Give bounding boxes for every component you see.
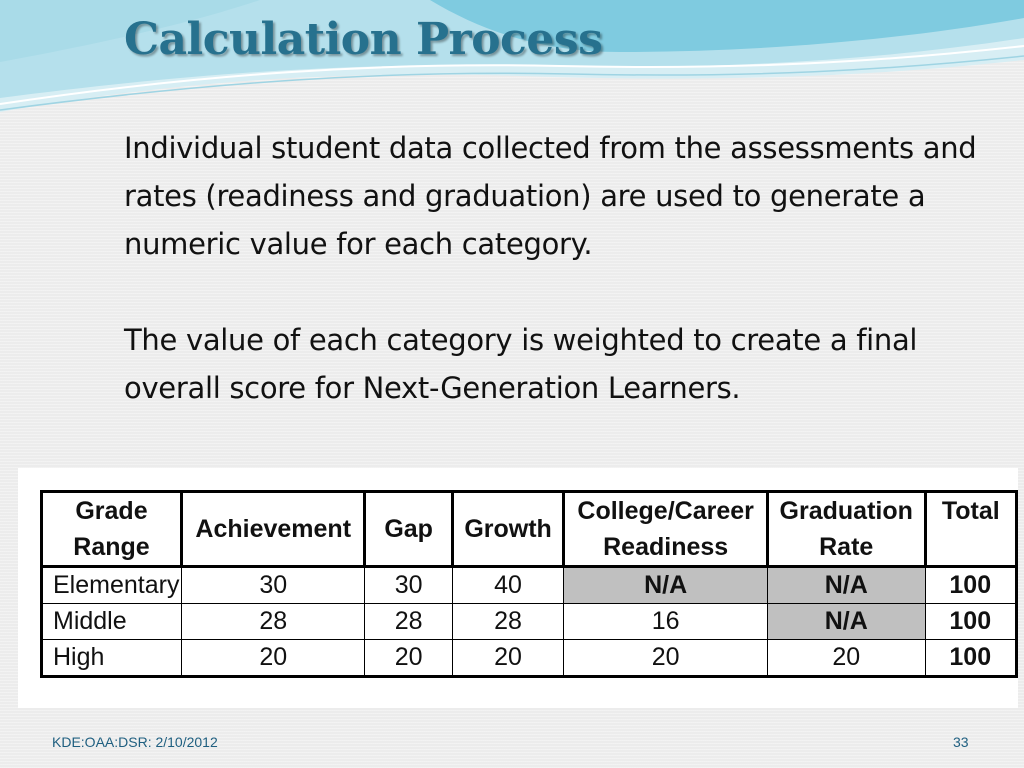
cell-growth: 28 [452, 604, 564, 640]
header-college-career-readiness [564, 492, 768, 567]
cell-gap: 30 [365, 567, 452, 604]
cell-graduation-rate: N/A [767, 567, 925, 604]
category-weights-table [40, 490, 1018, 678]
cell-gap: 28 [365, 604, 452, 640]
header-label: Grade Range [73, 497, 150, 561]
cell-achievement: 20 [181, 640, 365, 677]
cell-grade-range: High [42, 640, 182, 677]
header-label: Achievement [195, 515, 352, 543]
paragraph-student-data: Individual student data collected from the assessments and rates (readiness and graduation) are used to generate a numeric value for each category. [124, 131, 977, 261]
table-header-row [42, 492, 1017, 567]
cell-graduation-rate: 20 [767, 640, 925, 677]
cell-grade-range: Middle [42, 604, 182, 640]
cell-graduation-rate: N/A [767, 604, 925, 640]
paragraph-weighting: The value of each category is weighted to create a final overall score for Next-Generation Learners. [124, 323, 918, 405]
cell-gap: 20 [365, 640, 452, 677]
header-label: Growth [464, 515, 552, 543]
cell-college-career-readiness: 20 [564, 640, 768, 677]
cell-growth: 20 [452, 640, 564, 677]
cell-grade-range: Elementary [42, 567, 182, 604]
cell-total: 100 [925, 640, 1016, 677]
footer-source-date: KDE:OAA:DSR: 2/10/2012 [52, 734, 218, 750]
table-row-middle [42, 604, 1017, 640]
header-graduation-rate [767, 492, 925, 567]
slide-title: Calculation Process [124, 14, 603, 65]
cell-total: 100 [925, 567, 1016, 604]
cell-total: 100 [925, 604, 1016, 640]
header-achievement [181, 492, 365, 567]
header-grade-range [42, 492, 182, 567]
header-label: Graduation Rate [779, 497, 913, 561]
slide-page-number: 33 [953, 734, 969, 750]
cell-college-career-readiness: N/A [564, 567, 768, 604]
header-total [925, 492, 1016, 567]
header-label: Gap [384, 515, 433, 543]
cell-growth: 40 [452, 567, 564, 604]
header-label: Total [941, 497, 1000, 525]
header-gap [365, 492, 452, 567]
cell-achievement: 30 [181, 567, 365, 604]
weights-table-panel [18, 468, 1018, 708]
cell-college-career-readiness: 16 [564, 604, 768, 640]
header-growth [452, 492, 564, 567]
table-row-high [42, 640, 1017, 677]
cell-achievement: 28 [181, 604, 365, 640]
header-label: College/Career Readiness [577, 497, 754, 561]
table-row-elementary [42, 567, 1017, 604]
